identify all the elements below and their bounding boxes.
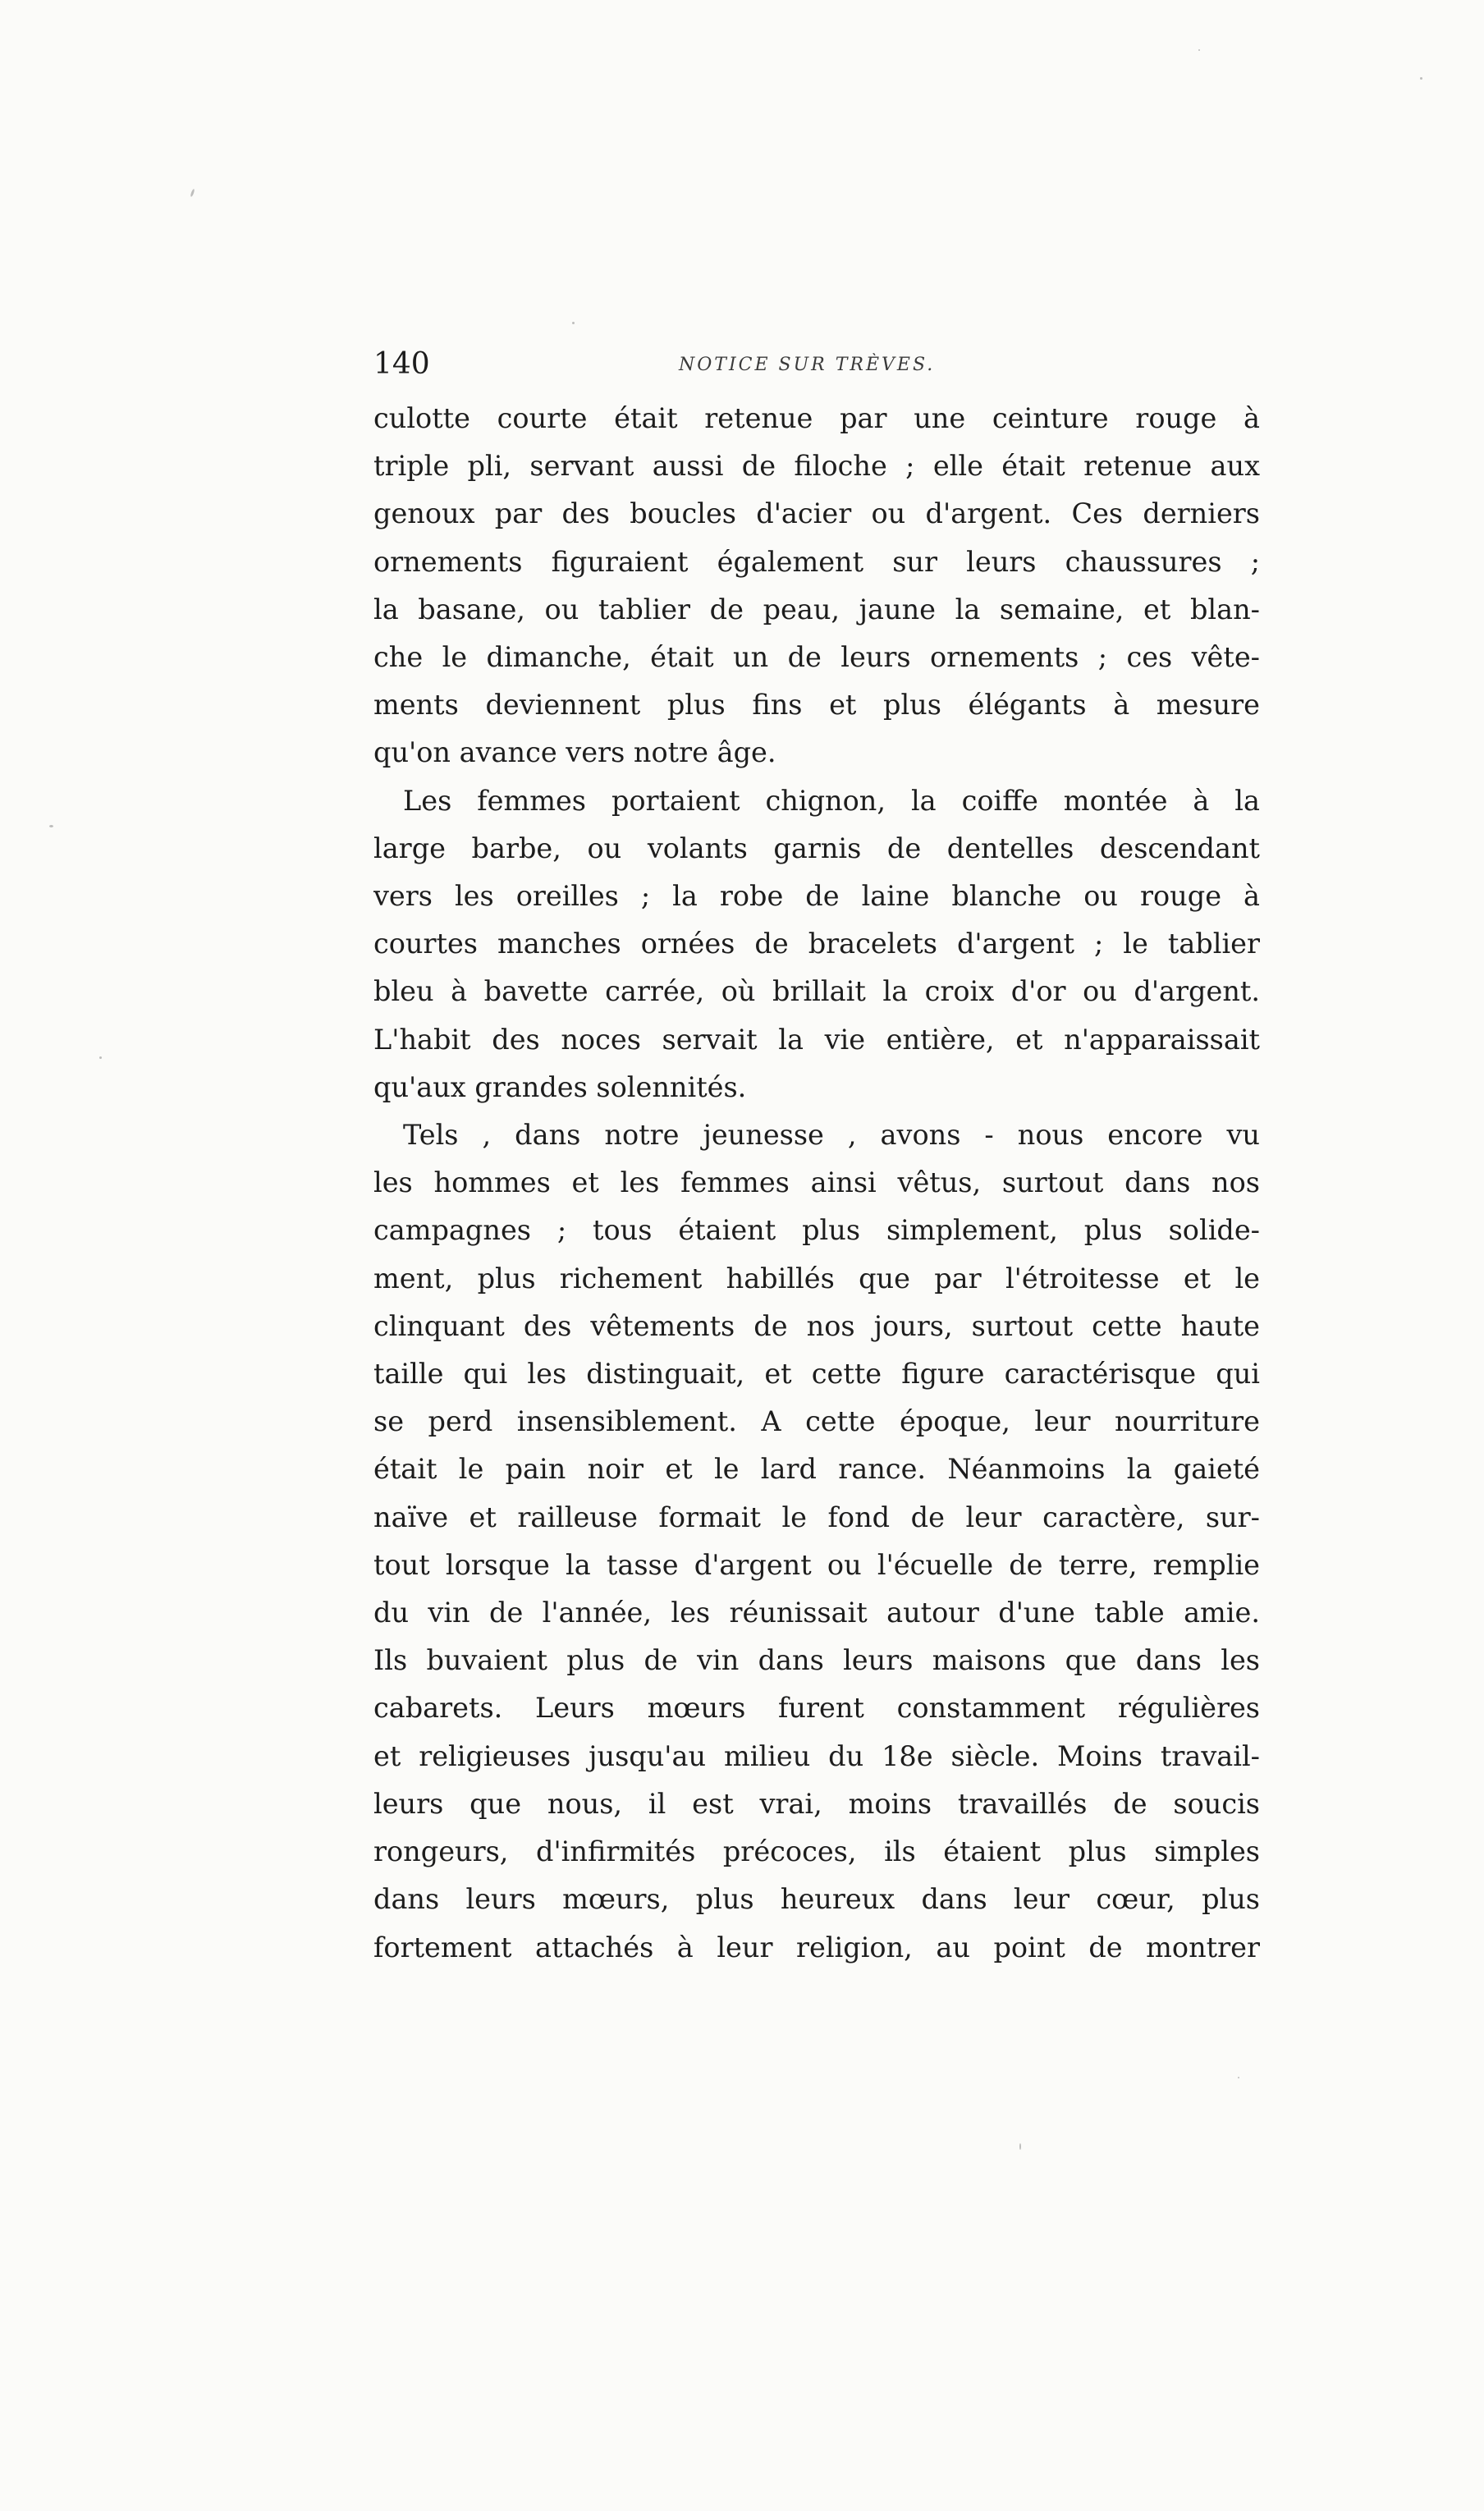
scan-speck <box>190 189 195 197</box>
text-line: large barbe, ou volants garnis de dentelles descendant <box>373 832 1260 864</box>
text-line: du vin de l'année, les réunissait autour d'une table amie. <box>373 1597 1260 1629</box>
text-line: cabarets. Leurs mœurs furent constamment régulières <box>373 1692 1260 1725</box>
text-line: leurs que nous, il est vrai, moins travaillés de soucis <box>373 1787 1260 1820</box>
body-text <box>373 395 1260 1972</box>
page-number: 140 <box>373 347 430 381</box>
paragraph <box>373 395 1260 777</box>
scan-speck <box>1420 77 1422 80</box>
running-title: NOTICE SUR TRÈVES. <box>679 355 936 375</box>
scan-speck <box>1198 49 1200 51</box>
text-line: culotte courte était retenue par une ceinture rouge à <box>373 402 1260 434</box>
text-line: Les femmes portaient chignon, la coiffe montée à la <box>403 784 1260 817</box>
scan-speck <box>1019 2143 1021 2150</box>
text-line: L'habit des noces servait la vie entière, et n'apparaissait <box>373 1023 1260 1056</box>
text-line: était le pain noir et le lard rance. Néanmoins la gaieté <box>373 1453 1260 1486</box>
scan-speck <box>1238 2077 1239 2078</box>
text-line: ments deviennent plus fins et plus élégants à mesure <box>373 689 1260 722</box>
text-line: courtes manches ornées de bracelets d'argent ; le tablier <box>373 928 1260 960</box>
text-line: che le dimanche, était un de leurs ornements ; ces vête- <box>373 641 1260 674</box>
text-line: naïve et railleuse formait le fond de leur caractère, sur- <box>373 1501 1260 1533</box>
scan-speck <box>99 1056 102 1059</box>
text-line: clinquant des vêtements de nos jours, surtout cette haute <box>373 1309 1260 1342</box>
page-header <box>373 340 1260 389</box>
text-line: ornements figuraient également sur leurs chaussures ; <box>373 545 1260 578</box>
text-line: Tels , dans notre jeunesse , avons - nous encore vu <box>403 1119 1260 1152</box>
text-line: rongeurs, d'infirmités précoces, ils étaient plus simples <box>373 1835 1260 1868</box>
paragraph <box>373 777 1260 1111</box>
scan-speck <box>49 825 53 827</box>
text-line: taille qui les distinguait, et cette figure caractérisque qui <box>373 1358 1260 1391</box>
text-line: les hommes et les femmes ainsi vêtus, surtout dans nos <box>373 1166 1260 1199</box>
text-line: se perd insensiblement. A cette époque, leur nourriture <box>373 1405 1260 1438</box>
text-line: tout lorsque la tasse d'argent ou l'écuelle de terre, remplie <box>373 1548 1260 1581</box>
text-line: genoux par des boucles d'acier ou d'argent. Ces derniers <box>373 497 1260 530</box>
text-line: la basane, ou tablier de peau, jaune la semaine, et blan- <box>373 593 1260 625</box>
text-line: fortement attachés à leur religion, au point de montrer <box>373 1931 1260 1963</box>
scan-speck <box>572 322 575 324</box>
paragraph <box>373 1111 1260 1972</box>
text-line: qu'on avance vers notre âge. <box>373 736 776 769</box>
text-line: Ils buvaient plus de vin dans leurs maisons que dans les <box>373 1644 1260 1677</box>
text-line: vers les oreilles ; la robe de laine blanche ou rouge à <box>373 880 1260 913</box>
text-line: et religieuses jusqu'au milieu du 18e siècle. Moins travail- <box>373 1739 1260 1772</box>
text-line: triple pli, servant aussi de filoche ; elle était retenue aux <box>373 450 1260 483</box>
text-line: bleu à bavette carrée, où brillait la croix d'or ou d'argent. <box>373 975 1260 1008</box>
text-line: dans leurs mœurs, plus heureux dans leur cœur, plus <box>373 1883 1260 1916</box>
text-line: ment, plus richement habillés que par l'étroitesse et le <box>373 1262 1260 1294</box>
text-line: campagnes ; tous étaient plus simplement, plus solide- <box>373 1214 1260 1247</box>
text-line: qu'aux grandes solennités. <box>373 1070 747 1103</box>
